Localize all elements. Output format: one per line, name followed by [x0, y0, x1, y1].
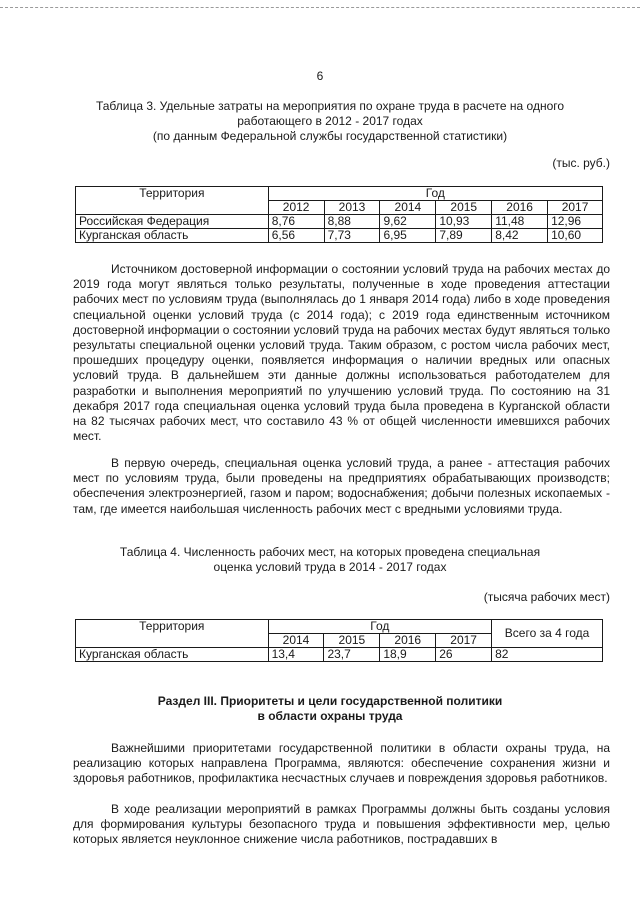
table3-value-cell: 7,73 — [324, 229, 380, 243]
section-heading-line-1: Раздел III. Приоритеты и цели государственной политики — [157, 694, 503, 708]
table4-year: 2014 — [268, 634, 324, 648]
scan-edge-line — [0, 7, 640, 8]
table3-caption — [60, 99, 600, 144]
table3-value-cell: 8,42 — [492, 229, 548, 243]
table3-value-cell: 10,93 — [436, 215, 492, 229]
section-heading — [60, 694, 600, 724]
table3-header-territory: Территория — [76, 187, 269, 215]
paragraph-text: Важнейшими приоритетами государственной политики в области охраны труда, на реализацию которых направлена Программа, являются: обеспечение сохранения жизни и здоровья работников, профилактика несчастных случаев и повреждения здоровья работников. — [73, 741, 610, 786]
table4-year: 2016 — [380, 634, 436, 648]
table3-value-cell: 6,56 — [268, 229, 324, 243]
table4-header-total: Всего за 4 года — [492, 620, 603, 648]
table4-year: 2015 — [324, 634, 380, 648]
table3-value-cell: 8,88 — [324, 215, 380, 229]
table3-year: 2016 — [492, 201, 548, 215]
table4-header-row — [76, 620, 603, 634]
table3-unit: (тыс. руб.) — [552, 156, 610, 170]
table3-year: 2012 — [268, 201, 324, 215]
page-number: 6 — [316, 69, 324, 83]
table3-value-cell: 11,48 — [492, 215, 548, 229]
paragraph-text: В первую очередь, специальная оценка условий труда, а ранее - аттестация рабочих мест по условиям труда, были проведены на предприятиях обрабатывающих производств; обеспечения электроэнергией, газом и паром; водоснабжения; добычи полезных ископаемых - там, где имеется наибольшая численность рабочих мест с вредными условиями труда. — [73, 456, 610, 516]
table4-total-cell: 82 — [492, 648, 603, 662]
paragraph-text: Источником достоверной информации о состоянии условий труда на рабочих местах до 2019 года могут являться только результаты, полученные в ходе проведения аттестации рабочих мест по условиям труда (выполнялась до 1 января 2014 года) либо в ходе проведения специальной оценки условий труда (с 2014 года); с 2019 года единственным источником достоверной информации о состоянии условий труда на рабочих местах будут являться только результаты специальной оценки условий труда. Таким образом, с ростом числа рабочих мест, прошедших процедуру оценки, появляется информация о наличии вредных или опасных условий труда. В дальнейшем эти данные должны использоваться работодателем для разработки и выполнения мероприятий по улучшению условий труда. По состоянию на 31 декабря 2017 года специальная оценка условий труда была проведена в Курганской области на 82 тысячах рабочих мест, что составило 43 % от общей численности имевшихся рабочих мест. — [73, 262, 610, 444]
table4-header-territory: Территория — [76, 620, 269, 648]
section-heading-line-2: в области охраны труда — [257, 709, 403, 723]
table3-value-cell: 10,60 — [548, 229, 603, 243]
paragraph-text: В ходе реализации мероприятий в рамках Программы должны быть созданы условия для формирования культуры безопасного труда и повышения эффективности мер, целью которых является неуклонное снижение числа работников, пострадавших в — [73, 802, 610, 847]
table3-value-cell: 8,76 — [268, 215, 324, 229]
table3-year: 2017 — [548, 201, 603, 215]
table4-header-year: Год — [268, 620, 492, 634]
table3-header-year: Год — [268, 187, 602, 201]
body-paragraph — [73, 262, 610, 444]
table3-caption-line-1: Таблица 3. Удельные затраты на мероприятия по охране труда в расчете на одного — [95, 99, 565, 113]
table4-caption-line-2: оценка условий труда в 2014 - 2017 годах — [213, 560, 447, 574]
table-row — [76, 215, 603, 229]
table3-value-cell: 12,96 — [548, 215, 603, 229]
table4-territory-cell: Курганская область — [76, 648, 269, 662]
table3-year: 2013 — [324, 201, 380, 215]
table4-year: 2017 — [436, 634, 492, 648]
table3-caption-line-2: работающего в 2012 - 2017 годах — [237, 114, 423, 128]
table3 — [75, 186, 603, 243]
body-paragraph — [73, 802, 610, 848]
table4-value-cell: 13,4 — [268, 648, 324, 662]
body-paragraph — [73, 741, 610, 787]
table4-caption-line-1: Таблица 4. Численность рабочих мест, на которых проведена специальная — [119, 545, 541, 559]
table3-value-cell: 9,62 — [380, 215, 436, 229]
table4-value-cell: 18,9 — [380, 648, 436, 662]
table3-value-cell: 6,95 — [380, 229, 436, 243]
table4-value-cell: 23,7 — [324, 648, 380, 662]
table3-caption-line-3: (по данным Федеральной службы государственной статистики) — [152, 129, 508, 143]
body-paragraph — [73, 456, 610, 517]
table3-year: 2015 — [436, 201, 492, 215]
table4-value-cell: 26 — [436, 648, 492, 662]
table-row — [76, 648, 603, 662]
table3-year: 2014 — [380, 201, 436, 215]
table3-territory-cell: Курганская область — [76, 229, 269, 243]
table3-value-cell: 7,89 — [436, 229, 492, 243]
table4-caption — [60, 545, 600, 575]
table4 — [75, 619, 603, 662]
table3-territory-cell: Российская Федерация — [76, 215, 269, 229]
table3-header-row — [76, 187, 603, 201]
table4-unit: (тысяча рабочих мест) — [483, 590, 610, 604]
table-row — [76, 229, 603, 243]
